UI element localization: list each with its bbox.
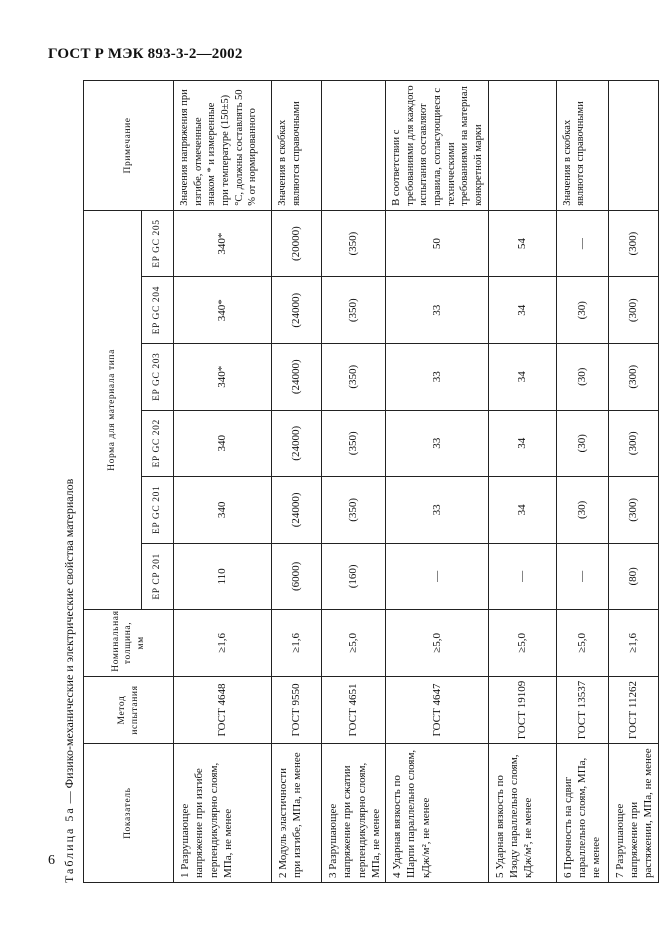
cell-note: Значения в скобках являются справочными bbox=[556, 81, 608, 211]
cell-value: (80) bbox=[608, 543, 658, 610]
header-type: EP GC 203 bbox=[142, 343, 174, 410]
cell-value: (350) bbox=[322, 277, 386, 344]
cell-indicator: 7 Разрушающее напряжение при растяжении, МПа, не менее bbox=[608, 744, 658, 883]
cell-thickness: ≥5,0 bbox=[556, 610, 608, 677]
table-caption-lead: Таблица 5а bbox=[62, 806, 76, 883]
cell-value: (30) bbox=[556, 277, 608, 344]
table-row bbox=[322, 81, 386, 883]
cell-value: 340* bbox=[174, 210, 272, 277]
document-header: ГОСТ Р МЭК 893-3-2—2002 bbox=[48, 46, 243, 62]
cell-value: 340 bbox=[174, 477, 272, 544]
cell-value: (24000) bbox=[272, 410, 322, 477]
header-norm-group: Норма для материала типа bbox=[84, 210, 142, 609]
header-note: Примечание bbox=[84, 81, 174, 211]
header-type: EP GC 204 bbox=[142, 277, 174, 344]
cell-value: (30) bbox=[556, 343, 608, 410]
cell-thickness: ≥5,0 bbox=[386, 610, 488, 677]
cell-value: 33 bbox=[386, 410, 488, 477]
cell-value: — bbox=[556, 210, 608, 277]
cell-value: (300) bbox=[608, 277, 658, 344]
cell-indicator: 6 Прочность на сдвиг параллельно слоям, МПа, не менее bbox=[556, 744, 608, 883]
cell-indicator: 5 Ударная вязкость по Изоду параллельно слоям, кДж/м², не менее bbox=[488, 744, 556, 883]
cell-value: 110 bbox=[174, 543, 272, 610]
cell-thickness: ≥5,0 bbox=[322, 610, 386, 677]
cell-value: 34 bbox=[488, 277, 556, 344]
cell-value: (24000) bbox=[272, 477, 322, 544]
cell-thickness: ≥1,6 bbox=[608, 610, 658, 677]
cell-indicator: 3 Разрушающее напряжение при сжатии перпендикулярно слоям, МПа, не менее bbox=[322, 744, 386, 883]
cell-indicator: 4 Ударная вязкость по Шарпи параллельно слоям, кДж/м², не менее bbox=[386, 744, 488, 883]
cell-value: — bbox=[386, 543, 488, 610]
header-indicator: Показатель bbox=[84, 744, 174, 883]
cell-value: 34 bbox=[488, 477, 556, 544]
cell-method: ГОСТ 11262 bbox=[608, 676, 658, 744]
table-row bbox=[174, 81, 272, 883]
cell-indicator: 2 Модуль эластичности при изгибе, МПа, не менее bbox=[272, 744, 322, 883]
header-thickness: Номинальная толщина, мм bbox=[84, 610, 174, 677]
cell-value: (300) bbox=[608, 343, 658, 410]
cell-value: (6000) bbox=[272, 543, 322, 610]
rotated-table-area bbox=[55, 80, 655, 883]
cell-method: ГОСТ 9550 bbox=[272, 676, 322, 744]
cell-thickness: ≥1,6 bbox=[272, 610, 322, 677]
cell-value: (24000) bbox=[272, 277, 322, 344]
cell-thickness: ≥5,0 bbox=[488, 610, 556, 677]
cell-value: (24000) bbox=[272, 343, 322, 410]
header-type: EP GC 205 bbox=[142, 210, 174, 277]
cell-value: 340 bbox=[174, 410, 272, 477]
cell-value: (300) bbox=[608, 477, 658, 544]
header-method: Метод испытания bbox=[84, 676, 174, 744]
cell-value: 33 bbox=[386, 477, 488, 544]
cell-method: ГОСТ 4647 bbox=[386, 676, 488, 744]
table-row bbox=[488, 81, 556, 883]
cell-value: (350) bbox=[322, 410, 386, 477]
cell-note bbox=[488, 81, 556, 211]
cell-value: (350) bbox=[322, 343, 386, 410]
cell-value: 34 bbox=[488, 343, 556, 410]
table-caption bbox=[55, 479, 83, 883]
cell-value: — bbox=[488, 543, 556, 610]
cell-value: 34 bbox=[488, 410, 556, 477]
cell-note: Значения в скобках являются справочными bbox=[272, 81, 322, 211]
cell-note: В соответствии с требованиями для каждого испытания составляют правила, согласующиеся с техническими требованиями на материал конкретной марки bbox=[386, 81, 488, 211]
cell-value: (300) bbox=[608, 410, 658, 477]
cell-value: (30) bbox=[556, 477, 608, 544]
rotated-content bbox=[55, 80, 655, 883]
properties-table bbox=[83, 80, 659, 883]
cell-note: Значения напряжения при изгибе, отмеченные знаком * и измеренные при температуре (150±5) °С, должны составлять 50 % от нормированного bbox=[174, 81, 272, 211]
cell-value: (350) bbox=[322, 477, 386, 544]
cell-value: (30) bbox=[556, 410, 608, 477]
cell-value: (160) bbox=[322, 543, 386, 610]
cell-value: 33 bbox=[386, 343, 488, 410]
cell-value: (20000) bbox=[272, 210, 322, 277]
cell-value: 340* bbox=[174, 277, 272, 344]
table-row bbox=[272, 81, 322, 883]
cell-note bbox=[322, 81, 386, 211]
table-row bbox=[556, 81, 608, 883]
header-type: EP GC 201 bbox=[142, 477, 174, 544]
header-type: EP CP 201 bbox=[142, 543, 174, 610]
cell-indicator: 1 Разрушающее напряжение при изгибе перпендикулярно слоям, МПа, не менее bbox=[174, 744, 272, 883]
cell-value: 33 bbox=[386, 277, 488, 344]
table-caption-text: — Физико-механические и электрические свойства материалов bbox=[62, 478, 76, 807]
header-type: EP GC 202 bbox=[142, 410, 174, 477]
cell-method: ГОСТ 4648 bbox=[174, 676, 272, 744]
cell-method: ГОСТ 4651 bbox=[322, 676, 386, 744]
cell-method: ГОСТ 13537 bbox=[556, 676, 608, 744]
table-row bbox=[386, 81, 488, 883]
cell-method: ГОСТ 19109 bbox=[488, 676, 556, 744]
cell-value: 340* bbox=[174, 343, 272, 410]
page-number: 6 bbox=[48, 853, 55, 868]
cell-note bbox=[608, 81, 658, 211]
cell-value: 54 bbox=[488, 210, 556, 277]
cell-value: 50 bbox=[386, 210, 488, 277]
table-row bbox=[608, 81, 658, 883]
cell-value: — bbox=[556, 543, 608, 610]
cell-value: (350) bbox=[322, 210, 386, 277]
cell-value: (300) bbox=[608, 210, 658, 277]
cell-thickness: ≥1,6 bbox=[174, 610, 272, 677]
